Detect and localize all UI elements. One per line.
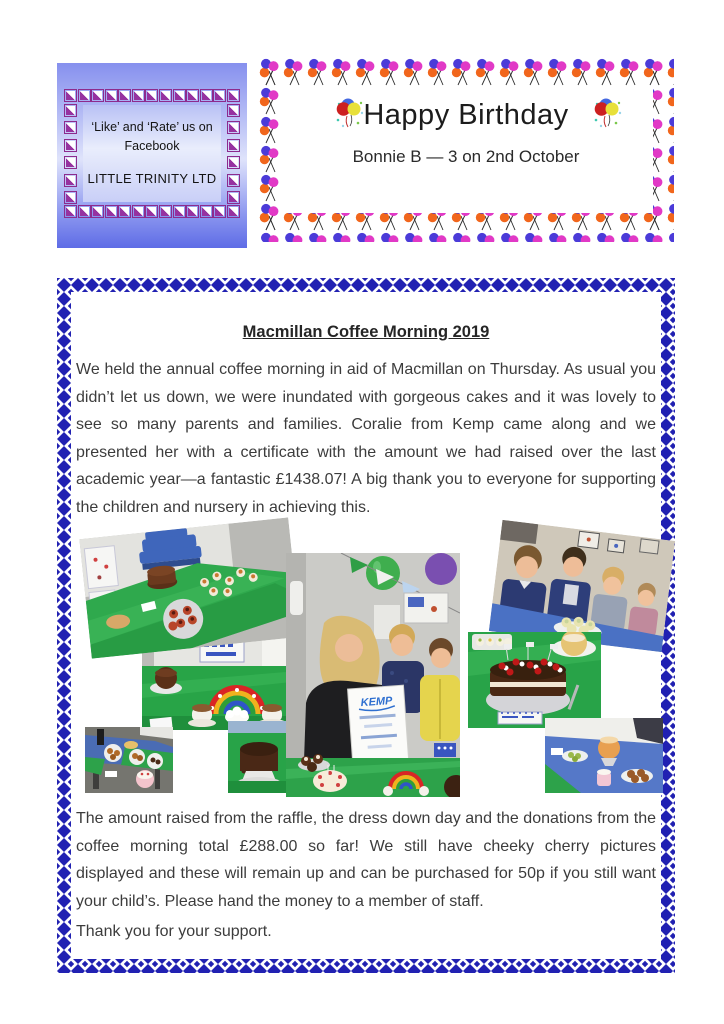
purple-square-tile	[78, 89, 91, 102]
photo-chocolate-cake-stand	[228, 721, 290, 793]
purple-square-tile	[213, 89, 226, 102]
purple-square-tile	[105, 89, 118, 102]
purple-square-tile	[78, 205, 91, 218]
purple-square-tile	[227, 89, 240, 102]
article-paragraph-2: The amount raised from the raffle, the dress down day and the donations from the coffee morning total £288.00 so far! We still have cheeky cherry pictures displayed and these will remain up and can be purchased for 50p if you still want your child’s. Please hand the money to a member of staff.	[76, 810, 656, 910]
purple-square-tile	[159, 89, 172, 102]
purple-square-tile	[64, 174, 77, 187]
facebook-promo-line2: Facebook	[124, 139, 180, 154]
purple-square-tile	[213, 205, 226, 218]
purple-square-tile	[227, 139, 240, 152]
purple-square-tile	[118, 205, 131, 218]
purple-square-tile	[64, 89, 77, 102]
purple-square-tile	[64, 191, 77, 204]
purple-square-tile	[91, 205, 104, 218]
purple-square-tile	[173, 205, 186, 218]
photo-cakes-blue-table	[545, 718, 663, 793]
purple-square-tile	[91, 89, 104, 102]
purple-square-tile	[64, 104, 77, 117]
birthday-content	[288, 87, 644, 213]
purple-square-tile	[227, 174, 240, 187]
purple-square-tile	[227, 191, 240, 204]
article-closing: Thank you for your support.	[76, 923, 272, 940]
purple-square-tile	[200, 89, 213, 102]
article-title: Macmillan Coffee Morning 2019	[242, 323, 490, 341]
facebook-promo-line1: ‘Like’ and ‘Rate’ us on	[91, 120, 213, 135]
birthday-subtitle: Bonnie B — 3 on 2nd October	[352, 147, 580, 166]
birthday-title: Happy Birthday	[363, 99, 569, 131]
purple-square-tile	[186, 205, 199, 218]
kemp-logo-text: KEMP	[360, 694, 393, 710]
purple-square-tile	[145, 205, 158, 218]
photo-certificate-presentation	[286, 553, 460, 797]
purple-tile-border-left	[64, 104, 77, 204]
purple-square-tile	[132, 89, 145, 102]
purple-square-tile	[145, 89, 158, 102]
purple-tile-border-bottom	[64, 205, 240, 218]
birthday-box	[258, 58, 674, 242]
purple-square-tile	[64, 205, 77, 218]
photo-cake-table	[79, 517, 300, 658]
purple-square-tile	[64, 156, 77, 169]
purple-square-tile	[105, 205, 118, 218]
purple-square-tile	[132, 205, 145, 218]
purple-square-tile	[64, 121, 77, 134]
purple-square-tile	[64, 139, 77, 152]
purple-square-tile	[186, 89, 199, 102]
company-name: LITTLE TRINITY LTD	[87, 170, 217, 186]
purple-square-tile	[227, 104, 240, 117]
purple-square-tile	[227, 121, 240, 134]
article-paragraph-1: We held the annual coffee morning in aid of Macmillan on Thursday. As usual you didn’t let us down, we were inundated with gorgeous cakes and it was lovely to see so many parents and families. Coralie from Kemp came along and we presented her with a certificate with the amount we had raised over the last academic year—a fantastic £1438.07! A big thank you to everyone for supporting the children and nursery in achieving this.	[76, 361, 656, 516]
photo-buns-table	[85, 727, 173, 793]
photo-cherry-cake	[468, 632, 601, 728]
purple-square-tile	[227, 156, 240, 169]
facebook-promo-panel	[83, 105, 221, 202]
purple-tile-border-top	[64, 89, 240, 102]
purple-square-tile	[200, 205, 213, 218]
purple-tile-border-right	[227, 104, 240, 204]
purple-square-tile	[118, 89, 131, 102]
purple-square-tile	[227, 205, 240, 218]
purple-square-tile	[173, 89, 186, 102]
article-box	[57, 278, 675, 973]
facebook-promo-box	[57, 63, 247, 248]
purple-square-tile	[159, 205, 172, 218]
